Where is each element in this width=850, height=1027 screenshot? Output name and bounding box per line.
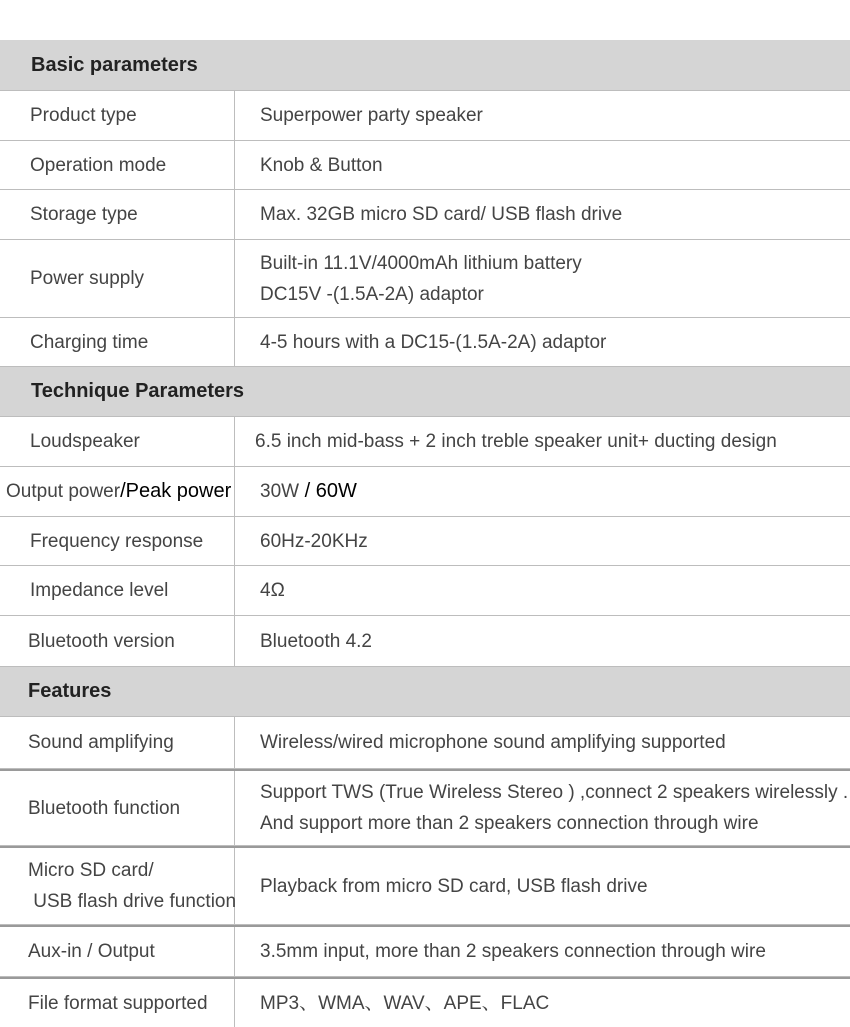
row-value: [235, 91, 850, 140]
row-label: Operation mode: [0, 141, 235, 189]
value-line: 30W: [260, 481, 300, 502]
row-label: [0, 467, 235, 516]
value-line: 4Ω: [260, 580, 285, 601]
table-row: [0, 318, 850, 367]
row-label: Charging time: [0, 318, 235, 366]
table-row: [0, 467, 850, 517]
label-text: Output power: [6, 481, 121, 502]
value-line: And support more than 2 speakers connection through wire: [260, 813, 759, 834]
spec-table: [0, 40, 850, 1027]
row-label: [0, 848, 235, 924]
label-line: Micro SD card/: [28, 860, 154, 881]
value-line: MP3、WMA、WAV、APE、FLAC: [260, 992, 550, 1014]
value-line: 60Hz-20KHz: [260, 530, 368, 552]
value-extra: / 60W: [299, 480, 357, 502]
table-row: [0, 141, 850, 190]
row-value: [235, 190, 850, 239]
table-row: [0, 240, 850, 318]
row-label: Impedance level: [0, 566, 235, 615]
row-label: Power supply: [0, 240, 235, 317]
table-row: [0, 717, 850, 769]
row-label: Bluetooth function: [0, 771, 235, 845]
value-line: 4-5 hours with a DC15-(1.5A-2A) adaptor: [260, 331, 607, 353]
value-line: Superpower party speaker: [260, 105, 483, 126]
row-value: [235, 467, 850, 516]
value-line: 6.5 inch mid-bass + 2 inch treble speaker unit+ ducting design: [255, 431, 777, 452]
row-value: [235, 566, 850, 615]
row-label: Storage type: [0, 190, 235, 239]
row-value: [235, 979, 850, 1027]
value-line: Playback from micro SD card, USB flash drive: [260, 875, 648, 897]
row-value: [235, 517, 850, 565]
row-value: [235, 240, 850, 317]
row-label: File format supported: [0, 979, 235, 1027]
row-value: [235, 848, 850, 924]
row-label: Bluetooth version: [0, 616, 235, 666]
row-value: [235, 771, 850, 845]
row-label: Loudspeaker: [0, 417, 235, 466]
table-row: [0, 91, 850, 141]
row-value: [235, 417, 850, 466]
table-row: [0, 977, 850, 1027]
section-header-basic: Basic parameters: [0, 40, 850, 91]
row-value: [235, 717, 850, 768]
value-line: Wireless/wired microphone sound amplifying supported: [260, 732, 726, 753]
label-line: USB flash drive function: [28, 891, 237, 912]
table-row: [0, 517, 850, 566]
table-row: [0, 190, 850, 240]
value-line: Support TWS (True Wireless Stereo ) ,connect 2 speakers wirelessly .: [260, 782, 849, 803]
row-value: [235, 927, 850, 976]
row-label: Product type: [0, 91, 235, 140]
value-line: 3.5mm input, more than 2 speakers connection through wire: [260, 941, 766, 962]
table-row: [0, 769, 850, 846]
table-row: [0, 566, 850, 616]
table-row: [0, 846, 850, 925]
row-label: Aux-in / Output: [0, 927, 235, 976]
row-value: [235, 616, 850, 666]
table-row: [0, 925, 850, 977]
row-value: [235, 318, 850, 366]
section-header-features: Features: [0, 667, 850, 717]
row-label: Sound amplifying: [0, 717, 235, 768]
value-line: DC15V -(1.5A-2A) adaptor: [260, 283, 484, 305]
table-row: [0, 616, 850, 667]
label-extra: /Peak power: [120, 480, 232, 502]
section-header-technique: Technique Parameters: [0, 367, 850, 417]
value-line: Bluetooth 4.2: [260, 630, 372, 652]
row-value: [235, 141, 850, 189]
table-row: [0, 417, 850, 467]
value-line: Max. 32GB micro SD card/ USB flash drive: [260, 204, 623, 225]
row-label: Frequency response: [0, 517, 235, 565]
value-line: Knob & Button: [260, 154, 383, 176]
value-line: Built-in 11.1V/4000mAh lithium battery: [260, 252, 582, 274]
